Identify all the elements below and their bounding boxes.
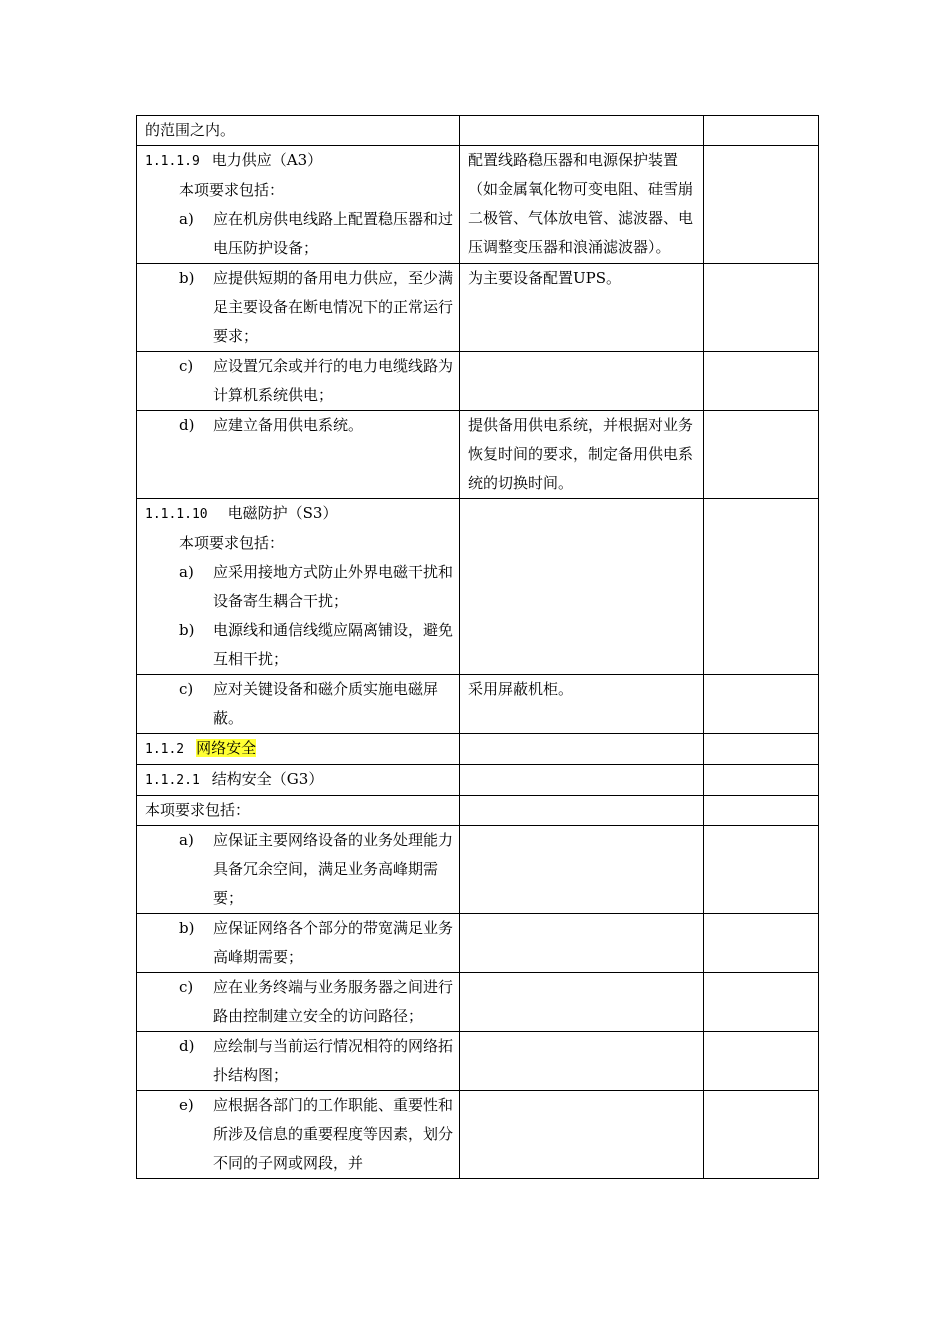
item-label: c)	[179, 357, 194, 375]
item-text: 应对关键设备和磁介质实施电磁屏蔽。	[213, 680, 439, 727]
measure-cell: 提供备用供电系统，并根据对业务恢复时间的要求，制定备用供电系统的切换时间。	[460, 411, 704, 499]
item-text: 应采用接地方式防止外界电磁干扰和设备寄生耦合干扰；	[213, 563, 454, 610]
requirement-cell	[137, 973, 460, 1032]
item-label: d)	[179, 1037, 195, 1055]
section-title: 电力供应（A3）	[211, 151, 323, 169]
requirement-cell	[137, 411, 460, 499]
measure-cell	[460, 499, 704, 675]
item-text: 应保证网络各个部分的带宽满足业务高峰期需要；	[213, 919, 454, 966]
item-label: b)	[179, 919, 195, 937]
requirement-cell	[137, 146, 460, 264]
result-cell	[704, 914, 819, 973]
section-heading	[145, 499, 453, 529]
table-row	[137, 352, 819, 411]
result-cell	[704, 1032, 819, 1091]
result-cell	[704, 1091, 819, 1179]
section-title: 结构安全（G3）	[211, 770, 324, 788]
table-row	[137, 264, 819, 352]
requirement-cell	[137, 499, 460, 675]
item-text: 应建立备用供电系统。	[213, 416, 364, 434]
table-row	[137, 826, 819, 914]
requirement-cell	[137, 765, 460, 796]
measure-cell	[460, 765, 704, 796]
measure-cell	[460, 352, 704, 411]
requirement-cell	[137, 914, 460, 973]
requirement-cell	[137, 264, 460, 352]
result-cell	[704, 826, 819, 914]
item-label: c)	[179, 680, 194, 698]
table-row	[137, 973, 819, 1032]
list-item	[145, 1032, 453, 1090]
list-item	[145, 914, 453, 972]
result-cell	[704, 411, 819, 499]
item-label: c)	[179, 978, 194, 996]
section-heading	[145, 146, 453, 176]
item-text: 应保证主要网络设备的业务处理能力具备冗余空间，满足业务高峰期需要；	[213, 831, 454, 907]
list-item	[145, 264, 453, 351]
measure-cell: 为主要设备配置UPS。	[460, 264, 704, 352]
section-title: 电磁防护（S3）	[227, 504, 338, 522]
measure-cell	[460, 914, 704, 973]
intro-text: 本项要求包括：	[145, 801, 251, 819]
requirement-cell	[137, 826, 460, 914]
result-cell	[704, 675, 819, 734]
result-cell	[704, 765, 819, 796]
measure-cell: 配置线路稳压器和电源保护装置（如金属氧化物可变电阻、硅雪崩二极管、气体放电管、滤波器、电压调整变压器和浪涌滤波器）。	[460, 146, 704, 264]
section-number: 1.1.2	[145, 742, 185, 757]
result-cell	[704, 734, 819, 765]
table-row	[137, 675, 819, 734]
requirement-cell	[137, 1091, 460, 1179]
requirement-cell	[137, 352, 460, 411]
list-item	[145, 1091, 453, 1178]
measure-cell	[460, 1032, 704, 1091]
measure-cell	[460, 973, 704, 1032]
table-row	[137, 796, 819, 826]
list-item	[145, 973, 453, 1031]
list-item	[145, 205, 453, 263]
table-row	[137, 734, 819, 765]
measure-cell	[460, 734, 704, 765]
item-label: a)	[179, 831, 194, 849]
measure-cell: 采用屏蔽机柜。	[460, 675, 704, 734]
item-text: 应根据各部门的工作职能、重要性和所涉及信息的重要程度等因素，划分不同的子网或网段，并	[213, 1096, 454, 1172]
measure-cell	[460, 826, 704, 914]
result-cell	[704, 796, 819, 826]
measure-cell	[460, 796, 704, 826]
item-label: a)	[179, 210, 194, 228]
table-row	[137, 116, 819, 146]
table-row	[137, 411, 819, 499]
result-cell	[704, 973, 819, 1032]
table-row	[137, 765, 819, 796]
item-text: 应在机房供电线路上配置稳压器和过电压防护设备；	[213, 210, 454, 257]
requirement-cell	[137, 675, 460, 734]
list-item	[145, 411, 453, 440]
item-label: b)	[179, 269, 195, 287]
measure-cell	[460, 116, 704, 146]
table-row	[137, 499, 819, 675]
cell-text: 的范围之内。	[145, 121, 236, 139]
highlighted-section-title: 网络安全	[196, 739, 257, 757]
requirement-cell	[137, 1032, 460, 1091]
requirement-cell	[137, 116, 460, 146]
requirement-cell	[137, 734, 460, 765]
item-text: 应在业务终端与业务服务器之间进行路由控制建立安全的访问路径；	[213, 978, 454, 1025]
section-number: 1.1.1.10	[145, 507, 208, 522]
list-item	[145, 558, 453, 616]
intro-text: 本项要求包括：	[179, 534, 285, 552]
section-number: 1.1.2.1	[145, 773, 200, 788]
result-cell	[704, 499, 819, 675]
table-row	[137, 1032, 819, 1091]
section-number: 1.1.1.9	[145, 154, 200, 169]
item-label: a)	[179, 563, 194, 581]
table-row	[137, 146, 819, 264]
requirement-cell	[137, 796, 460, 826]
item-text: 应绘制与当前运行情况相符的网络拓扑结构图；	[213, 1037, 454, 1084]
list-item	[145, 675, 453, 733]
result-cell	[704, 146, 819, 264]
item-label: e)	[179, 1096, 194, 1114]
list-item	[145, 826, 453, 913]
list-item	[145, 352, 453, 410]
item-text: 应提供短期的备用电力供应，至少满足主要设备在断电情况下的正常运行要求；	[213, 269, 454, 345]
requirements-table	[136, 115, 819, 1179]
result-cell	[704, 352, 819, 411]
list-item	[145, 616, 453, 674]
table-row	[137, 1091, 819, 1179]
table-row	[137, 914, 819, 973]
item-text: 应设置冗余或并行的电力电缆线路为计算机系统供电；	[213, 357, 454, 404]
item-label: b)	[179, 621, 195, 639]
intro-text: 本项要求包括：	[179, 181, 285, 199]
result-cell	[704, 116, 819, 146]
result-cell	[704, 264, 819, 352]
item-text: 电源线和通信线缆应隔离铺设，避免互相干扰；	[213, 621, 454, 668]
item-label: d)	[179, 416, 195, 434]
measure-cell	[460, 1091, 704, 1179]
